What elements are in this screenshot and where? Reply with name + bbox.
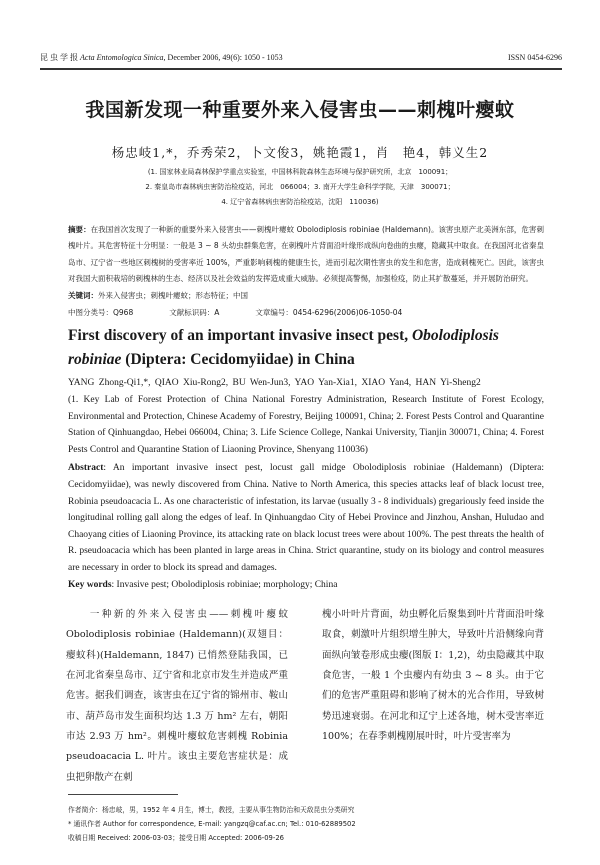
footnote-author-bio: 作者简介：杨忠岐，男，1952 年 4 月生，博士，教授，主要从事生物防治和天敌昆虫分类研究: [68, 805, 355, 814]
keywords-cn-text: 外来入侵害虫；刺槐叶瘿蚊；形态特征；中国: [98, 290, 248, 300]
abstract-cn: [68, 222, 544, 305]
keywords-cn: [68, 288, 544, 305]
journal-name-en: Acta Entomologica Sinica: [80, 53, 164, 62]
footnote-correspondence: * 通讯作者 Author for correspondence, E-mail: yangzq@caf.ac.cn; Tel.: 010-62889502: [68, 819, 356, 828]
abstract-en-text: : An important invasive insect pest, locust gall midge Obolodiplosis robiniae (Haldemann) (Diptera: Cecidomyiidae), was newly discovered from China. Native to North America, this species attacks leaf of black locust tree, Robinia pseudoacacia L. As one characteristic of infestation, its larvae (usually 3 - 8 individuals) gregariously feed inside the longitudinal rolling gall along the edges of leaf. In Qinhuangdao City of Hebei Province and Jinzhou, Anshan, Huludao and Chaoyang cities of Liaoning Province, its attacking rate on black locust trees were about 100%. The pest threats the health of R. pseudoacacia which has been planted in large areas in China. Strict quarantine, study on its biology and control measures are necessary in order to block its spread and damages.: [68, 463, 544, 573]
footnote-rule: [68, 794, 178, 795]
abstract-cn-label: 摘要：: [68, 224, 91, 234]
article-number: 文章编号：0454-6296(2006)06-1050-04: [255, 308, 403, 318]
abstract-en-label: Abstract: [68, 463, 104, 474]
abstract-cn-text: 在我国首次发现了一种新的重要外来入侵害虫——刺槐叶瘿蚊 Obolodiplosis robiniae (Haldemann)。该害虫原产北美洲东部，危害刺槐叶片。其危害特征十分明显：一般是 3 ~ 8 头幼虫群集危害，在刺槐叶片背面沿叶缘形成纵向卷曲的虫瘿，隐藏其中取食。在我国河北省秦皇岛市、辽宁省一些地区刺槐树的受害率近 100%，严重影响刺槐的健康生长，进而引起次期性害虫的发生和危害，造成刺槐死亡。因此，该害虫对我国大面积栽培的刺槐林的生态、经济以及社会效益的发挥造成重大威胁。必须提高警惕，加强检疫，防止其扩散蔓延，并开展防治研究。: [68, 224, 545, 284]
keywords-en-text: : Invasive pest; Obolodiplosis robiniae; morphology; China: [111, 579, 338, 590]
body-column-right: 槐小叶叶片背面，幼虫孵化后聚集到叶片背面沿叶缘取食，刺激叶片组织增生肿大，导致叶片沿侧缘向背面纵向皱卷形成虫瘿(图版 Ⅰ：1,2)，幼虫隐藏其中取食危害，一般 1 个虫瘿内有幼虫 3 ~ 8 头。由于它们的危害严重阻碍和影响了树木的光合作用，导致树势迅速衰弱。在河北和辽宁上述各地，树木受害率近 100%；在春季刺槐刚展叶时，叶片受害率为: [322, 609, 544, 742]
english-authors: YANG Zhong-Qi1,*, QIAO Xiu-Rong2, BU Wen-Jun3, YAO Yan-Xia1, XIAO Yan4, HAN Yi-Sheng2: [68, 378, 481, 389]
english-title-part: First discovery of an important invasive insect pest,: [68, 327, 412, 345]
authors: 杨忠岐1,*，乔秀荣2，卜文俊3，姚艳霞1，肖 艳4，韩义生2: [111, 144, 489, 160]
affiliation-line: 2. 秦皇岛市森林病虫害防治检疫站，河北 066004；3. 南开大学生命科学学院，天津 300071；: [145, 182, 455, 191]
paper-title: 我国新发现一种重要外来入侵害虫——刺槐叶瘿蚊: [85, 98, 515, 121]
keywords-cn-label: 关键词：: [68, 290, 98, 300]
english-abstract: [68, 460, 544, 576]
english-title-part: (Diptera: Cecidomyiidae) in China: [121, 351, 355, 369]
header-rule: [40, 68, 562, 70]
issn: ISSN 0454-6296: [507, 53, 562, 62]
running-header: [40, 52, 562, 64]
doc-code: 文献标识码：A: [169, 308, 220, 318]
body-columns: [66, 605, 544, 788]
journal-name: 昆 虫 学 报: [40, 53, 78, 62]
affiliation-line: 4. 辽宁省森林病虫害防治检疫站，沈阳 110036): [221, 197, 379, 206]
affiliation-line: (1. 国家林业局森林保护学重点实验室，中国林科院森林生态环境与保护研究所，北京 100091；: [147, 167, 453, 176]
body-column-left: 一种新的外来入侵害虫——刺槐叶瘿蚊 Obolodiplosis robiniae (Haldemann)(双翅目：瘿蚊科)(Haldemann, 1847) 已悄然登陆我国，已在河北省秦皇岛市、辽宁省和北京市发生并造成严重危害。据我们调查，该害虫在辽宁省的锦州市、鞍山市、葫芦岛市发生面积均达 1.3 万 hm² 左右，朝阳市达 2.93 万 hm²。刺槐叶瘿蚊危害刺槐 Robinia pseudoacacia L. 叶片。该虫主要危害症状是：成虫把卵散产在刺: [66, 609, 288, 783]
english-affiliations: (1. Key Lab of Forest Protection of China National Forestry Administration, Research Institute of Forest Ecology, Environmental and Protection, Chinese Academy of Forestry, Beijing 100091, China; 2. Forest Pests Control and Quarantine Station of Qinhuangdao, Hebei 066004, China; 3. Life Science College, Nankai University, Tianjin 300071, China; 4. Forest Pests Control and Quarantine Station of Liaoning Province, Shenyang 110036): [68, 395, 544, 455]
footnotes: [68, 803, 544, 845]
english-title: [68, 324, 544, 372]
affiliations: [0, 165, 600, 210]
footnote-dates: 收稿日期 Received: 2006-03-03；接受日期 Accepted: 2006-09-26: [68, 833, 284, 842]
english-title-species: Obolodiplosis robiniae: [68, 327, 499, 369]
english-keywords: [68, 577, 544, 594]
classification: [68, 306, 544, 320]
citation: , December 2006, 49(6): 1050 - 1053: [163, 53, 283, 62]
clc-number: 中图分类号：Q968: [68, 308, 134, 318]
abstract-cn-paragraph: [68, 222, 544, 288]
header-left: [40, 52, 283, 64]
keywords-en-label: Key words: [68, 579, 112, 590]
